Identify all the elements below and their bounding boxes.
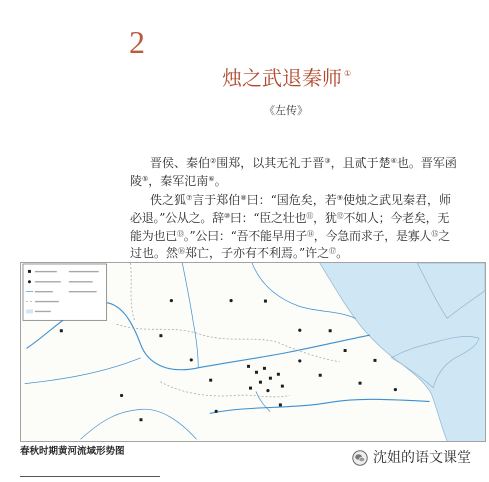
text-run: ，犹: [313, 211, 337, 225]
city-marker: [329, 329, 332, 332]
text-run: 使烛之武见秦君，师: [343, 193, 452, 207]
legend-label-mark: [35, 281, 61, 282]
text-run: ，今急而求子，是寡人: [313, 229, 432, 243]
city-marker: [215, 410, 218, 413]
city-marker: [159, 334, 162, 337]
footnote-ref: ④: [390, 157, 397, 165]
text-run: ，秦军氾南: [148, 174, 209, 188]
text-run: 。”公曰：“吾不能早用子: [183, 229, 308, 243]
map-caption: 春秋时期黄河流域形势图: [20, 446, 125, 457]
text-run: 必退。”公从之。辞: [130, 211, 224, 225]
text-line: [130, 227, 450, 245]
footnote-divider: [20, 476, 160, 477]
legend-city-symbol: [28, 280, 31, 283]
footnote-ref: ⑦: [186, 194, 193, 202]
footnote-ref: ⑭: [307, 230, 314, 238]
city-marker: [359, 382, 362, 385]
text-run: 晋侯、秦伯: [150, 156, 211, 170]
city-marker: [373, 359, 376, 362]
text-run: 曰：“国危矣，若: [246, 193, 337, 207]
watermark-text: 沈姐的语文课堂: [373, 450, 471, 466]
wechat-icon-bubble-small: [359, 457, 365, 461]
map-legend: [23, 264, 107, 320]
legend-label-mark: [35, 291, 53, 292]
city-marker: [344, 349, 347, 352]
footnote-ref: ③: [324, 157, 331, 165]
text-line: [150, 154, 457, 172]
city-marker: [298, 359, 301, 362]
text-line: [130, 244, 348, 262]
wechat-icon: [352, 450, 368, 466]
text-run: 不如人；今老矣，无: [343, 211, 450, 225]
city-marker: [60, 329, 63, 332]
footnote-ref: ⑫: [336, 212, 344, 220]
map-figure: [20, 262, 486, 442]
text-run: 。: [336, 246, 349, 260]
city-marker: [281, 385, 284, 388]
text-run: 郑亡，子亦有不利焉。”许之: [185, 246, 330, 260]
city-marker: [259, 381, 262, 384]
city-marker: [264, 300, 267, 303]
text-run: ，且贰于楚: [330, 156, 391, 170]
legend-label-mark: [69, 291, 97, 292]
text-run: 。: [214, 174, 227, 188]
text-run: 能为也已: [130, 229, 178, 243]
city-marker: [190, 358, 193, 361]
text-run: 围郑，以其无礼于晋: [216, 156, 325, 170]
text-run: 陵: [130, 174, 143, 188]
city-marker: [247, 365, 250, 368]
footnote-ref: ⑨: [336, 194, 344, 202]
city-marker: [230, 299, 233, 302]
legend-label-mark: [69, 271, 99, 272]
footnote-ref: ⑧: [240, 194, 247, 202]
footnote-ref: ⑯: [178, 247, 186, 255]
city-marker: [255, 371, 258, 374]
lesson-title: [222, 66, 351, 90]
text-run: 佚之狐: [150, 193, 187, 207]
city-marker: [263, 367, 266, 370]
text-run: 言于郑伯: [192, 193, 241, 207]
city-marker: [120, 394, 123, 397]
city-marker: [319, 374, 322, 377]
city-marker: [394, 388, 397, 391]
footnote-ref: ⑤: [142, 175, 149, 183]
text-run: 也。晋军函: [396, 156, 457, 170]
legend-label-mark: [35, 271, 57, 272]
title-footnote-ref: ①: [344, 69, 352, 78]
footnote-ref: ②: [210, 157, 217, 165]
legend-label-mark: [35, 301, 59, 302]
city-marker: [170, 299, 173, 302]
city-marker: [279, 403, 282, 406]
legend-label-mark: [69, 281, 93, 282]
footnote-ref: ⑮: [431, 230, 439, 238]
wechat-watermark: [352, 449, 471, 467]
footnote-ref: ⑩: [223, 212, 230, 220]
source-label: 《左传》: [264, 104, 308, 117]
chapter-number: 2: [129, 24, 145, 60]
footnote-ref: ⑬: [177, 230, 184, 238]
legend-sea-symbol: [26, 309, 33, 313]
city-marker: [269, 377, 272, 380]
city-marker: [139, 418, 142, 421]
city-marker: [277, 373, 280, 376]
legend-label-mark: [35, 311, 51, 312]
legend-capital-symbol: [28, 270, 31, 273]
text-line: [150, 191, 451, 209]
text-run: 曰：“臣之壮也: [229, 211, 307, 225]
footnote-ref: ⑥: [208, 175, 215, 183]
footnote-ref: ⑪: [306, 212, 314, 220]
text-run: 之: [438, 229, 450, 243]
city-marker: [209, 379, 212, 382]
city-marker: [298, 329, 301, 332]
text-run: 过也。然: [130, 246, 179, 260]
map-graphic: [21, 263, 485, 441]
footnote-ref: ⑰: [329, 247, 337, 255]
text-line: [130, 172, 227, 190]
lesson-title-text: 烛之武退秦师: [222, 66, 342, 90]
city-marker: [249, 387, 252, 390]
city-marker: [266, 389, 269, 392]
text-line: [130, 209, 449, 227]
